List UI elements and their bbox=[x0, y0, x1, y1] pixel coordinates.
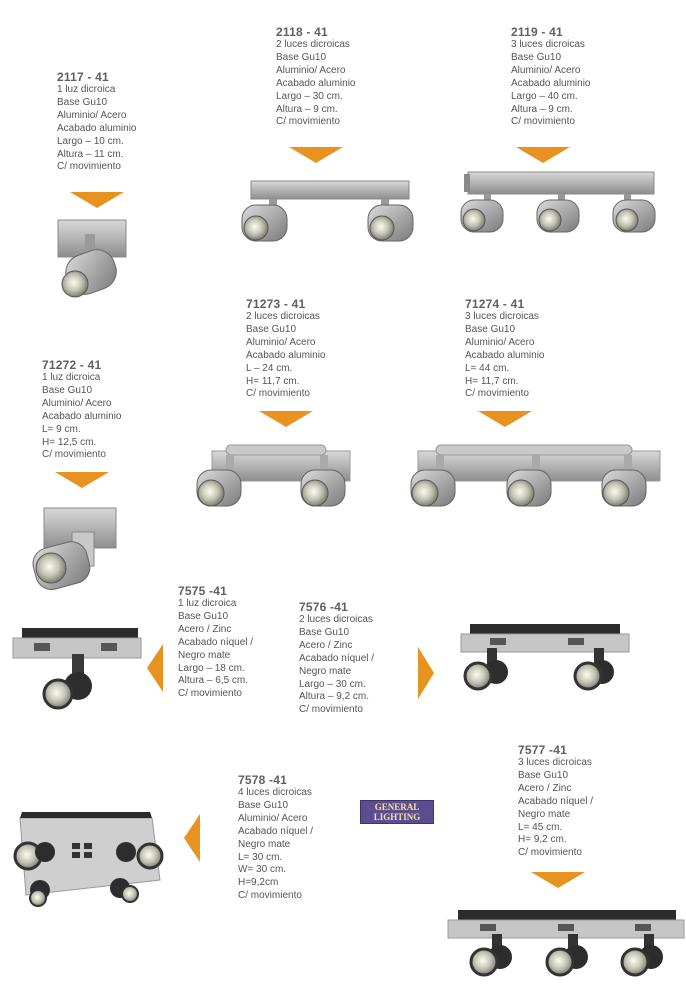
spec-line: L= 9 cm. bbox=[42, 423, 81, 435]
lamp-2118-image bbox=[242, 181, 413, 241]
spec-line: Altura – 9,2 cm. bbox=[299, 691, 370, 703]
lamp-71273-image bbox=[197, 445, 350, 506]
spec-line: C/ movimiento bbox=[276, 116, 340, 128]
spec-line: 2 luces dicroicas bbox=[299, 614, 373, 625]
spec-line: 1 luz dicroica bbox=[57, 84, 116, 95]
arrow-down-icon bbox=[531, 872, 585, 888]
spec-line: Acabado aluminio bbox=[246, 349, 326, 361]
lamp-2119-image bbox=[461, 172, 655, 232]
spec-line: 3 luces dicroicas bbox=[518, 757, 592, 768]
spec-line: Acabado aluminio bbox=[511, 77, 591, 89]
spec-line: Aluminio/ Acero bbox=[276, 64, 346, 76]
general-lighting-logo bbox=[360, 800, 434, 824]
arrow-down-icon bbox=[55, 472, 109, 488]
arrow-right-icon bbox=[418, 647, 434, 699]
spec-2118 bbox=[276, 26, 356, 129]
lamp-7575-image bbox=[13, 628, 141, 708]
product-code: 7576 -41 bbox=[299, 600, 348, 614]
spec-line: Acabado níquel / bbox=[238, 825, 314, 837]
spec-line: Base Gu10 bbox=[299, 626, 350, 638]
spec-line: H=9,2cm bbox=[238, 877, 279, 889]
product-code: 71274 - 41 bbox=[465, 297, 525, 311]
spec-line: H= 11,7 cm. bbox=[465, 375, 519, 387]
arrow-down-icon bbox=[516, 147, 570, 163]
lamp-71272-image bbox=[29, 508, 116, 593]
spec-line: Altura – 9 cm. bbox=[511, 103, 573, 115]
spec-line: Largo – 18 cm. bbox=[178, 662, 245, 674]
spec-line: 3 luces dicroicas bbox=[511, 39, 585, 50]
spec-line: Aluminio/ Acero bbox=[511, 64, 581, 76]
spec-line: Altura – 6,5 cm. bbox=[178, 675, 249, 687]
spec-line: Acabado níquel / bbox=[178, 636, 254, 648]
spec-line: Negro mate bbox=[238, 838, 291, 850]
spec-line: 1 luz dicroica bbox=[42, 372, 101, 383]
arrow-down-icon bbox=[70, 192, 124, 208]
spec-7578 bbox=[238, 774, 313, 903]
spec-line: Base Gu10 bbox=[178, 610, 229, 622]
product-code: 7575 -41 bbox=[178, 584, 227, 598]
spec-71272 bbox=[42, 359, 122, 462]
spec-line: Acabado aluminio bbox=[42, 410, 122, 422]
spec-line: C/ movimiento bbox=[42, 449, 106, 461]
spec-line: 4 luces dicroicas bbox=[238, 787, 312, 798]
product-code: 71273 - 41 bbox=[246, 297, 306, 311]
spec-line: H= 9,2 cm. bbox=[518, 834, 567, 846]
spec-line: Base Gu10 bbox=[276, 51, 327, 63]
spec-line: Largo – 10 cm. bbox=[57, 135, 124, 147]
spec-line: Base Gu10 bbox=[42, 384, 93, 396]
arrow-down-icon bbox=[289, 147, 343, 163]
spec-line: H= 12,5 cm. bbox=[42, 436, 97, 448]
lamp-71274-image bbox=[411, 445, 660, 506]
spec-line: Altura – 11 cm. bbox=[57, 148, 124, 160]
product-code: 2118 - 41 bbox=[276, 25, 328, 39]
arrow-down-icon bbox=[478, 411, 532, 427]
spec-line: Altura – 9 cm. bbox=[276, 103, 338, 115]
spec-line: 2 luces dicroicas bbox=[246, 311, 320, 322]
product-code: 7578 -41 bbox=[238, 773, 287, 787]
spec-line: Aluminio/ Acero bbox=[42, 397, 112, 409]
spec-line: Largo – 40 cm. bbox=[511, 90, 578, 102]
spec-line: C/ movimiento bbox=[299, 704, 363, 716]
spec-line: 2 luces dicroicas bbox=[276, 39, 350, 50]
spec-line: Acero / Zinc bbox=[518, 782, 572, 794]
spec-line: H= 11,7 cm. bbox=[246, 375, 300, 387]
spec-line: Base Gu10 bbox=[57, 96, 108, 108]
spec-7575 bbox=[178, 585, 253, 701]
spec-line: C/ movimiento bbox=[178, 688, 242, 700]
spec-line: Base Gu10 bbox=[518, 769, 569, 781]
lamp-7576-image bbox=[461, 624, 629, 689]
lamp-7578-image bbox=[15, 812, 162, 906]
spec-line: L – 24 cm. bbox=[246, 362, 293, 374]
spec-line: Acabado aluminio bbox=[57, 122, 137, 134]
product-code: 2117 - 41 bbox=[57, 70, 109, 84]
spec-line: Negro mate bbox=[299, 665, 352, 677]
spec-line: Acero / Zinc bbox=[299, 639, 353, 651]
spec-line: Largo – 30 cm. bbox=[299, 678, 366, 690]
spec-line: 1 luz dicroica bbox=[178, 598, 237, 609]
arrow-left-icon bbox=[147, 644, 163, 692]
spec-line: Acabado níquel / bbox=[299, 652, 375, 664]
spec-line: Negro mate bbox=[178, 649, 231, 661]
spec-line: Base Gu10 bbox=[238, 799, 289, 811]
spec-line: L= 45 cm. bbox=[518, 821, 563, 833]
spec-71274 bbox=[465, 298, 545, 401]
spec-line: 3 luces dicroicas bbox=[465, 311, 539, 322]
spec-line: Largo – 30 cm. bbox=[276, 90, 343, 102]
spec-line: Aluminio/ Acero bbox=[465, 336, 535, 348]
spec-line: C/ movimiento bbox=[57, 161, 121, 173]
lamp-2117-image bbox=[58, 220, 126, 299]
spec-line: C/ movimiento bbox=[511, 116, 575, 128]
spec-line: Acabado aluminio bbox=[465, 349, 545, 361]
spec-2117 bbox=[57, 71, 137, 174]
spec-line: Base Gu10 bbox=[465, 323, 516, 335]
spec-line: Aluminio/ Acero bbox=[238, 812, 308, 824]
spec-71273 bbox=[246, 298, 326, 401]
spec-line: Base Gu10 bbox=[511, 51, 562, 63]
spec-line: Aluminio/ Acero bbox=[57, 109, 127, 121]
arrow-left-icon bbox=[184, 814, 200, 862]
spec-line: Aluminio/ Acero bbox=[246, 336, 316, 348]
product-code: 71272 - 41 bbox=[42, 358, 102, 372]
spec-line: Acero / Zinc bbox=[178, 623, 232, 635]
spec-2119 bbox=[511, 26, 591, 129]
spec-line: W= 30 cm. bbox=[238, 864, 287, 876]
spec-line: Acabado níquel / bbox=[518, 795, 594, 807]
spec-line: Base Gu10 bbox=[246, 323, 297, 335]
spec-line: C/ movimiento bbox=[246, 388, 310, 400]
arrow-down-icon bbox=[259, 411, 313, 427]
spec-line: C/ movimiento bbox=[518, 847, 582, 859]
spec-7577 bbox=[518, 744, 593, 860]
spec-line: L= 44 cm. bbox=[465, 362, 510, 374]
product-code: 7577 -41 bbox=[518, 743, 567, 757]
spec-line: L= 30 cm. bbox=[238, 851, 283, 863]
spec-line: Acabado aluminio bbox=[276, 77, 356, 89]
spec-line: Negro mate bbox=[518, 808, 571, 820]
logo-line: GENERAL bbox=[374, 802, 420, 812]
logo-line: LIGHTING bbox=[373, 812, 421, 822]
spec-line: C/ movimiento bbox=[465, 388, 529, 400]
lamp-7577-image bbox=[448, 910, 684, 975]
spec-7576 bbox=[299, 601, 374, 717]
product-code: 2119 - 41 bbox=[511, 25, 563, 39]
spec-line: C/ movimiento bbox=[238, 890, 302, 902]
